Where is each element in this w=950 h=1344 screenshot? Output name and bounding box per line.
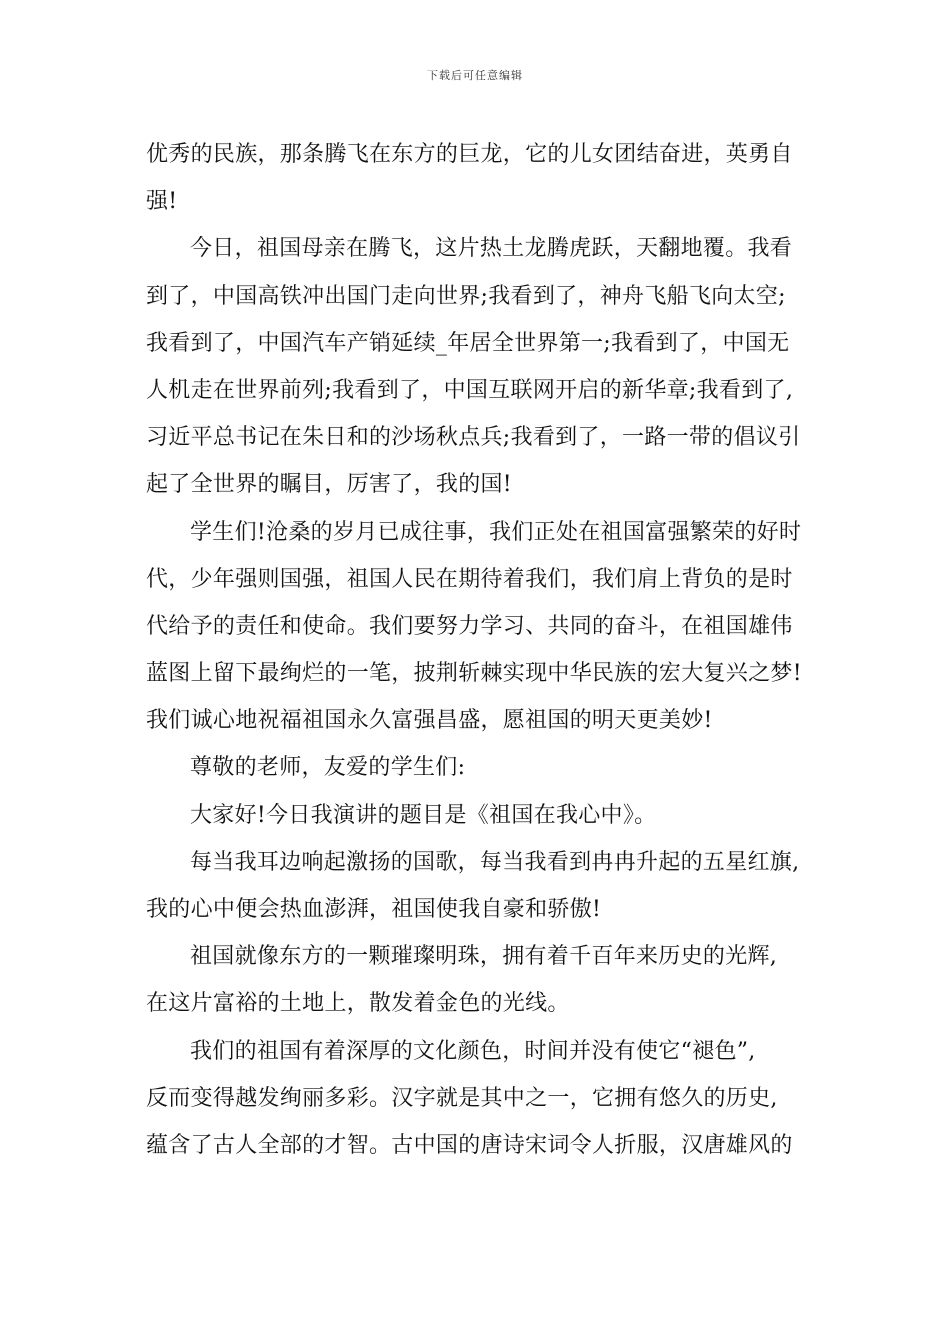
text-line: 我们诚心地祝福祖国永久富强昌盛，愿祖国的明天更美妙! xyxy=(146,708,713,734)
text-line: 人机走在世界前列;我看到了，中国互联网开启的新华章;我看到了, xyxy=(146,377,794,403)
text-line: 大家好!今日我演讲的题目是《祖国在我心中》。 xyxy=(190,802,657,828)
text-line: 学生们!沧桑的岁月已成往事，我们正处在祖国富强繁荣的好时 xyxy=(190,519,802,545)
text-line: 祖国就像东方的一颗璀璨明珠，拥有着千百年来历史的光辉, xyxy=(190,944,778,970)
text-line: 尊敬的老师，友爱的学生们: xyxy=(190,755,466,781)
page-header: 下载后可任意编辑 xyxy=(427,69,523,82)
text-line: 代，少年强则国强，祖国人民在期待着我们，我们肩上背负的是时 xyxy=(146,566,793,592)
text-line: 我们的祖国有着深厚的文化颜色，时间并没有使它“褪色”, xyxy=(190,1038,756,1064)
text-line: 优秀的民族，那条腾飞在东方的巨龙，它的儿女团结奋进，英勇自 xyxy=(146,142,793,167)
text-line: 我的心中便会热血澎湃，祖国使我自豪和骄傲! xyxy=(146,897,602,922)
text-line: 我看到了，中国汽车产销延续_年居全世界第一;我看到了，中国无 xyxy=(146,330,790,356)
text-line: 代给予的责任和使命。我们要努力学习、共同的奋斗，在祖国雄伟 xyxy=(146,613,793,639)
text-line: 习近平总书记在朱日和的沙场秋点兵;我看到了，一路一带的倡议引 xyxy=(146,425,801,451)
text-line: 蓝图上留下最绚烂的一笔，披荆斩棘实现中华民族的宏大复兴之梦! xyxy=(146,661,802,687)
text-line: 反而变得越发绚丽多彩。汉字就是其中之一，它拥有悠久的历史, xyxy=(146,1085,778,1111)
text-line: 起了全世界的瞩目，厉害了，我的国! xyxy=(146,472,512,498)
text-line: 今日，祖国母亲在腾飞，这片热土龙腾虎跃，天翻地覆。我看 xyxy=(190,236,793,262)
text-line: 在这片富裕的土地上，散发着金色的光线。 xyxy=(146,991,570,1017)
text-line: 到了，中国高铁冲出国门走向世界;我看到了，神舟飞船飞向太空; xyxy=(146,283,786,309)
text-line: 每当我耳边响起激扬的国歌，每当我看到冉冉升起的五星红旗, xyxy=(190,849,800,875)
text-line: 蕴含了古人全部的才智。古中国的唐诗宋词令人折服，汉唐雄风的 xyxy=(146,1132,793,1158)
document-body xyxy=(146,131,810,1169)
text-line: 强! xyxy=(146,189,178,215)
